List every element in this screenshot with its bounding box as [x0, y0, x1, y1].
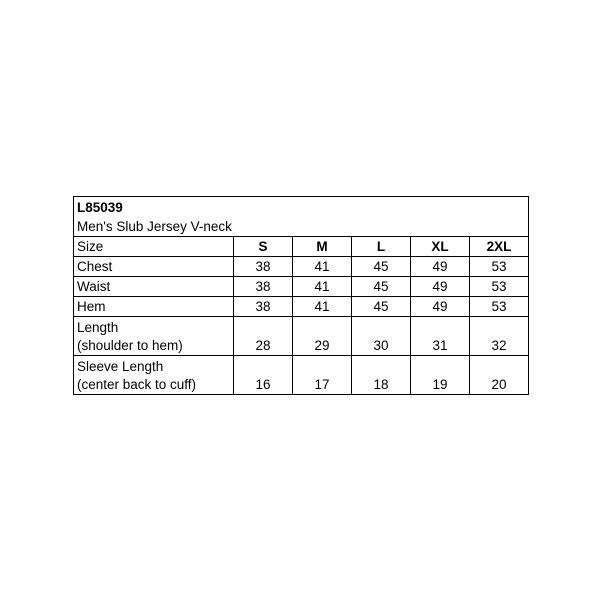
table-cell: 17: [293, 356, 352, 395]
table-cell: 20: [470, 356, 529, 395]
table-cell: 30: [352, 317, 411, 356]
table-cell: 49: [411, 257, 470, 277]
table-cell: 49: [411, 297, 470, 317]
table-cell: 31: [411, 317, 470, 356]
row-label-chest: Chest: [74, 257, 234, 277]
row-label-line: Sleeve Length: [77, 359, 164, 374]
size-header-s: S: [234, 237, 293, 257]
table-row-chest: [74, 257, 529, 277]
size-header-label: Size: [74, 237, 234, 257]
row-label-hem: Hem: [74, 297, 234, 317]
table-cell: 49: [411, 277, 470, 297]
table-cell: 45: [352, 277, 411, 297]
table-cell: 32: [470, 317, 529, 356]
size-header-row: [74, 237, 529, 257]
table-cell: 53: [470, 297, 529, 317]
table-cell: 41: [293, 297, 352, 317]
table-cell: 45: [352, 257, 411, 277]
row-label-line: (shoulder to hem): [77, 338, 183, 353]
table-row-waist: [74, 277, 529, 297]
table-cell: 18: [352, 356, 411, 395]
row-label-waist: Waist: [74, 277, 234, 297]
size-header-m: M: [293, 237, 352, 257]
size-chart-table: [73, 196, 529, 395]
table-cell: 53: [470, 257, 529, 277]
product-name: Men's Slub Jersey V-neck: [74, 217, 529, 237]
product-code: L85039: [74, 197, 529, 218]
table-cell: 16: [234, 356, 293, 395]
table-cell: 19: [411, 356, 470, 395]
table-row-length: [74, 317, 529, 356]
table-cell: 29: [293, 317, 352, 356]
size-header-l: L: [352, 237, 411, 257]
table-cell: 38: [234, 297, 293, 317]
table-cell: 38: [234, 257, 293, 277]
table-cell: 41: [293, 277, 352, 297]
size-header-2xl: 2XL: [470, 237, 529, 257]
row-label-line: (center back to cuff): [77, 377, 197, 392]
table-cell: 53: [470, 277, 529, 297]
size-header-xl: XL: [411, 237, 470, 257]
row-label-line: Length: [77, 320, 119, 335]
table-row-hem: [74, 297, 529, 317]
table-row-sleeve-length: [74, 356, 529, 395]
table-cell: 28: [234, 317, 293, 356]
table-cell: 41: [293, 257, 352, 277]
table-cell: 38: [234, 277, 293, 297]
row-label-length: [74, 317, 234, 356]
table-cell: 45: [352, 297, 411, 317]
row-label-sleeve-length: [74, 356, 234, 395]
